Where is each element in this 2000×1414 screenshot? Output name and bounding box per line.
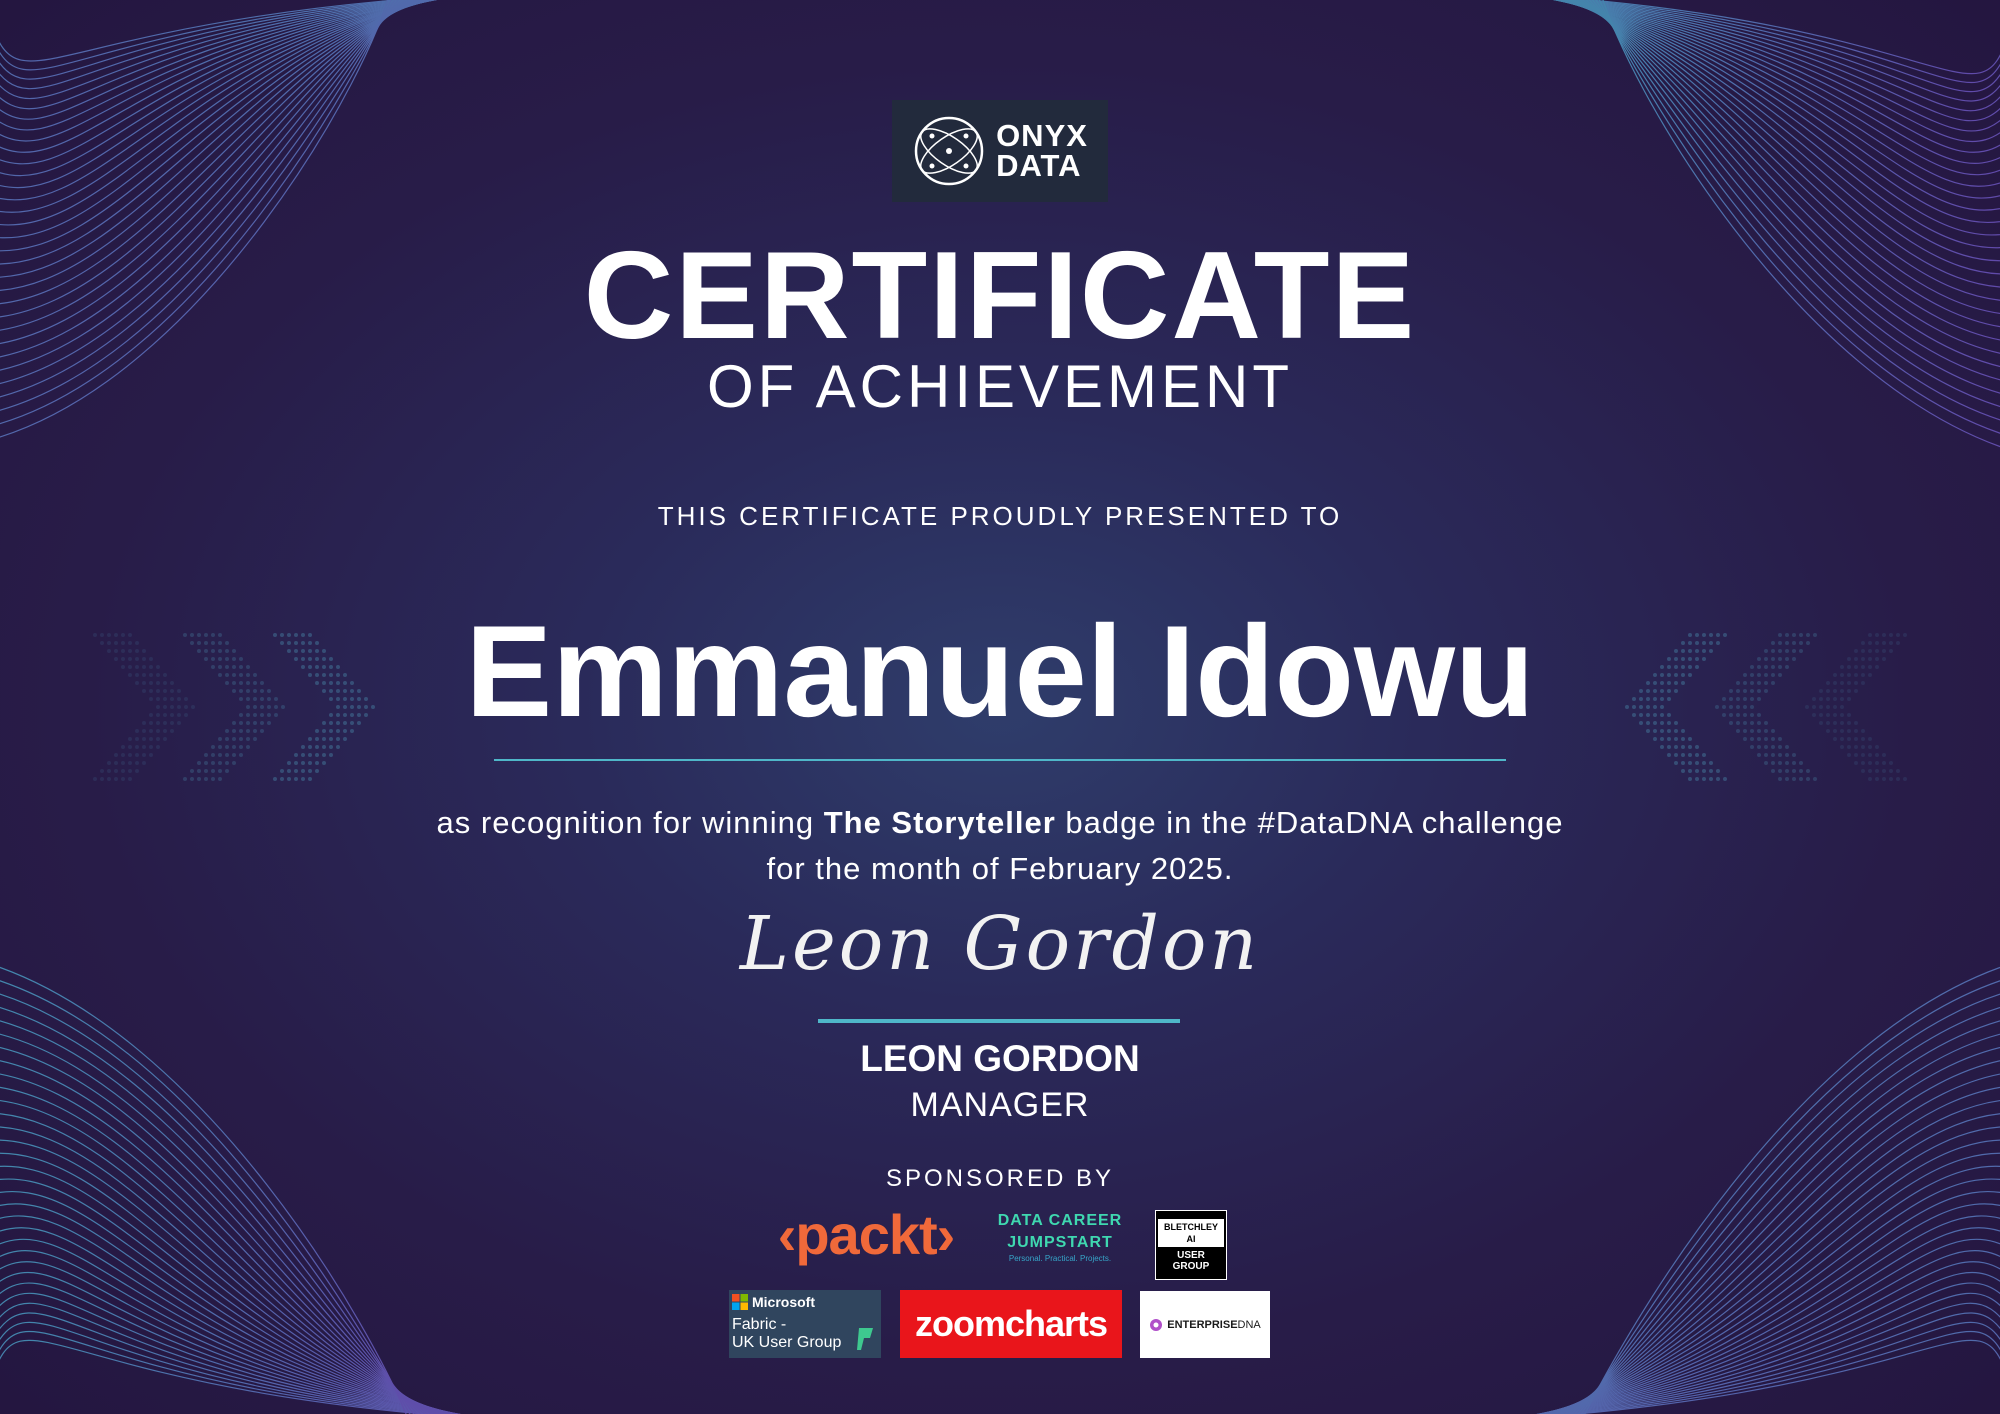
chevron-dot	[1861, 753, 1865, 757]
signer-name: LEON GORDON	[860, 1038, 1140, 1079]
chevron-dot	[211, 753, 215, 757]
chevron-dot	[204, 761, 208, 765]
signature-line	[818, 1019, 1180, 1023]
wave-line	[0, 0, 560, 61]
chevron-dot	[1806, 769, 1810, 773]
chevron-dot	[1709, 769, 1713, 773]
signer-role: MANAGER	[910, 1086, 1090, 1124]
wave-line	[0, 0, 533, 109]
chevron-dot	[1778, 769, 1782, 773]
recognition-part-1: as recognition for winning	[436, 805, 824, 840]
chevron-dot	[1868, 761, 1872, 765]
chevron-dot	[1695, 769, 1699, 773]
chevron-dot	[1875, 761, 1879, 765]
bletchley-line-4: GROUP	[1172, 1260, 1210, 1272]
chevron-dot	[1674, 761, 1678, 765]
bletchley-line-2: AI	[1186, 1233, 1196, 1244]
chevron-dot	[308, 769, 312, 773]
chevron-dot	[1792, 777, 1796, 781]
recognition-line-2: for the month of February 2025.	[766, 851, 1234, 886]
chevron-dot	[1757, 753, 1761, 757]
chevron-dot	[1889, 769, 1893, 773]
chevron-dot	[308, 761, 312, 765]
chevron-dot	[1889, 761, 1893, 765]
chevron-dot	[1785, 761, 1789, 765]
chevron-dot	[211, 761, 215, 765]
chevron-dot	[197, 777, 201, 781]
chevron-dot	[142, 753, 146, 757]
chevron-dot	[128, 753, 132, 757]
chevron-dot	[1688, 769, 1692, 773]
chevron-dot	[294, 761, 298, 765]
enterprise-dna-text	[1167, 1319, 1261, 1331]
onyx-data-logo	[892, 100, 1108, 202]
chevron-dot	[93, 777, 97, 781]
chevron-dot	[225, 769, 229, 773]
chevron-dot	[1861, 769, 1865, 773]
chevron-dot	[218, 753, 222, 757]
chevron-dot	[225, 761, 229, 765]
chevron-dot	[107, 761, 111, 765]
chevron-dot	[190, 777, 194, 781]
chevron-dot	[1702, 777, 1706, 781]
chevron-dot	[1695, 777, 1699, 781]
wave-line	[1435, 1313, 2000, 1414]
recipient-name: Emmanuel Idowu	[465, 598, 1535, 744]
chevron-dot	[1688, 761, 1692, 765]
wave-line	[1425, 1331, 2000, 1414]
wave-line	[0, 1331, 575, 1414]
chevron-dot	[1785, 769, 1789, 773]
globe-network-icon	[912, 114, 986, 188]
bletchley-ai-logo	[1155, 1210, 1227, 1280]
chevron-dot	[1771, 753, 1775, 757]
chevron-dot	[1681, 769, 1685, 773]
chevron-dot	[1875, 753, 1879, 757]
chevron-dot	[135, 761, 139, 765]
fabric-icon	[855, 1326, 875, 1352]
chevron-dot	[128, 769, 132, 773]
chevron-dot	[308, 777, 312, 781]
chevron-dot	[183, 777, 187, 781]
wave-line	[1441, 1303, 2000, 1414]
wave-line	[1492, 0, 2000, 175]
chevron-dot	[1764, 761, 1768, 765]
bletchley-bottom	[1173, 1250, 1210, 1272]
certificate-title: CERTIFICATE	[583, 227, 1417, 365]
chevron-dot	[322, 761, 326, 765]
chevron-dot	[1702, 769, 1706, 773]
fabric-line-2: UK User Group	[732, 1334, 842, 1351]
wave-line	[0, 0, 489, 200]
chevron-dot	[1799, 769, 1803, 773]
chevron-dot	[121, 761, 125, 765]
enterprise-text: ENTERPRISE	[1167, 1318, 1238, 1331]
chevron-dot	[1785, 753, 1789, 757]
chevron-dot	[315, 769, 319, 773]
chevron-dot	[1868, 777, 1872, 781]
wave-line	[1502, 0, 2000, 198]
dna-text: DNA	[1237, 1318, 1261, 1331]
chevron-dot	[1681, 753, 1685, 757]
chevron-dot	[294, 753, 298, 757]
chevron-dot	[1903, 777, 1907, 781]
chevron-dot	[315, 761, 319, 765]
signature: Leon Gordon	[739, 901, 1261, 987]
chevron-dot	[1882, 761, 1886, 765]
chevron-dot	[273, 777, 277, 781]
chevron-dot	[1896, 777, 1900, 781]
wave-line	[0, 0, 461, 264]
certificate-subtitle: OF ACHIEVEMENT	[706, 353, 1294, 420]
chevron-dot	[1813, 777, 1817, 781]
chevron-dot	[1764, 753, 1768, 757]
chevron-dot	[1882, 769, 1886, 773]
chevron-dot	[149, 753, 153, 757]
chevron-dot	[1667, 753, 1671, 757]
logo-line-1: ONYX	[996, 118, 1088, 153]
chevron-dot	[1723, 777, 1727, 781]
chevron-dot	[1695, 753, 1699, 757]
chevron-dot	[301, 769, 305, 773]
wave-line	[0, 0, 505, 164]
dcj-line-2: JUMPSTART	[1007, 1234, 1113, 1251]
chevron-dot	[1792, 761, 1796, 765]
chevron-dot	[211, 769, 215, 773]
wave-line	[0, 1239, 525, 1414]
wave-line	[1477, 1228, 2000, 1414]
wave-line	[1471, 0, 2000, 131]
chevron-dot	[294, 777, 298, 781]
chevron-dot	[100, 777, 104, 781]
wave-line	[0, 1322, 569, 1414]
chevron-dot	[190, 769, 194, 773]
dcj-line-1: DATA CAREER	[997, 1212, 1123, 1229]
wave-line	[1430, 1322, 2000, 1414]
chevron-dot	[107, 777, 111, 781]
chevron-dot	[301, 777, 305, 781]
bletchley-line-1: BLETCHLEY	[1164, 1221, 1218, 1232]
chevron-dot	[1896, 769, 1900, 773]
chevron-dot	[1861, 761, 1865, 765]
recognition-part-2: badge in the #DataDNA challenge	[1055, 805, 1564, 840]
chevron-dot	[197, 769, 201, 773]
chevron-dot	[1716, 777, 1720, 781]
chevron-dot	[280, 777, 284, 781]
chevron-dot	[121, 777, 125, 781]
chevron-dot	[121, 753, 125, 757]
chevron-dot	[100, 769, 104, 773]
name-underline	[494, 759, 1506, 761]
bletchley-top	[1158, 1219, 1224, 1247]
chevron-dot	[218, 777, 222, 781]
chevron-dot	[114, 753, 118, 757]
chevron-dot	[1785, 777, 1789, 781]
presented-to-label: THIS CERTIFICATE PROUDLY PRESENTED TO	[657, 501, 1343, 531]
badge-name: The Storyteller	[823, 805, 1056, 840]
chevron-dot	[114, 769, 118, 773]
chevron-dot	[232, 753, 236, 757]
chevron-dot	[211, 777, 215, 781]
chevron-dot	[121, 769, 125, 773]
chevron-dot	[128, 777, 132, 781]
chevron-dot	[1882, 753, 1886, 757]
wave-line	[0, 0, 472, 238]
chevron-dot	[1709, 761, 1713, 765]
chevron-dot	[135, 769, 139, 773]
chevron-dot	[1854, 753, 1858, 757]
chevron-dot	[204, 769, 208, 773]
wave-line	[1523, 0, 2000, 248]
chevron-dot	[1688, 753, 1692, 757]
chevron-dot	[294, 769, 298, 773]
chevron-dot	[204, 777, 208, 781]
chevron-dot	[1778, 777, 1782, 781]
chevron-dot	[301, 761, 305, 765]
fabric-text	[732, 1316, 841, 1352]
chevron-dot	[1799, 761, 1803, 765]
chevron-dot	[1847, 753, 1851, 757]
sponsored-by-label: SPONSORED BY	[885, 1165, 1115, 1192]
chevron-dot	[114, 777, 118, 781]
wave-line	[1534, 1086, 2000, 1414]
chevron-dot	[1868, 753, 1872, 757]
chevron-dot	[225, 753, 229, 757]
wave-line	[0, 1313, 564, 1414]
chevron-dot	[1799, 777, 1803, 781]
recognition-text	[0, 800, 2000, 892]
chevron-dot	[1778, 753, 1782, 757]
chevron-dot	[1688, 777, 1692, 781]
microsoft-text: Microsoft	[752, 1294, 815, 1310]
logo-text	[996, 118, 1088, 183]
enterprise-dna-logo	[1140, 1291, 1270, 1358]
zoomcharts-logo	[900, 1290, 1122, 1358]
chevron-dot	[1681, 761, 1685, 765]
chevron-dot	[1674, 753, 1678, 757]
chevron-dot	[1882, 777, 1886, 781]
packt-logo-text: ‹packt›	[777, 1202, 955, 1266]
microsoft-icon	[732, 1294, 748, 1310]
fabric-uk-user-group-logo	[729, 1290, 881, 1358]
chevron-dot	[322, 753, 326, 757]
logo-line-2: DATA	[996, 148, 1082, 183]
chevron-dot	[114, 761, 118, 765]
chevron-dot	[1792, 769, 1796, 773]
chevron-dot	[128, 761, 132, 765]
dcj-tagline: Personal. Practical. Projects.	[1008, 1254, 1112, 1263]
chevron-dot	[142, 761, 146, 765]
chevron-dot	[1806, 777, 1810, 781]
chevron-dot	[1771, 769, 1775, 773]
chevron-dot	[218, 769, 222, 773]
microsoft-brand	[732, 1294, 815, 1310]
wave-line	[0, 0, 522, 130]
chevron-dot	[239, 753, 243, 757]
chevron-dot	[1792, 753, 1796, 757]
chevron-dot	[308, 753, 312, 757]
chevron-dot	[1875, 777, 1879, 781]
chevron-dot	[287, 777, 291, 781]
wave-line	[0, 1303, 558, 1414]
zoomcharts-text: zoomcharts	[914, 1303, 1108, 1344]
chevron-dot	[1709, 777, 1713, 781]
chevron-dot	[1854, 761, 1858, 765]
chevron-dot	[218, 761, 222, 765]
wave-line	[0, 1086, 459, 1414]
chevron-dot	[1716, 769, 1720, 773]
wave-line	[0, 1099, 465, 1414]
bletchley-line-3: USER	[1177, 1249, 1205, 1261]
packt-logo	[766, 1204, 966, 1264]
chevron-dot	[1868, 769, 1872, 773]
chevron-dot	[135, 753, 139, 757]
chevron-dot	[1889, 777, 1893, 781]
chevron-dot	[1875, 769, 1879, 773]
chevron-dot	[197, 761, 201, 765]
chevron-dot	[287, 769, 291, 773]
chevron-dot	[280, 769, 284, 773]
enterprise-dna-icon	[1149, 1318, 1163, 1332]
chevron-dot	[1778, 761, 1782, 765]
chevron-dot	[1771, 761, 1775, 765]
chevron-dot	[204, 753, 208, 757]
fabric-line-1: Fabric -	[732, 1316, 787, 1333]
chevron-dot	[1702, 761, 1706, 765]
wave-line	[0, 0, 516, 141]
chevron-dot	[1702, 753, 1706, 757]
chevron-dot	[232, 761, 236, 765]
chevron-dot	[315, 753, 319, 757]
chevron-dot	[329, 753, 333, 757]
chevron-dot	[287, 761, 291, 765]
chevron-dot	[1695, 761, 1699, 765]
data-career-jumpstart-logo	[994, 1206, 1126, 1268]
chevron-dot	[301, 753, 305, 757]
chevron-dot	[107, 769, 111, 773]
